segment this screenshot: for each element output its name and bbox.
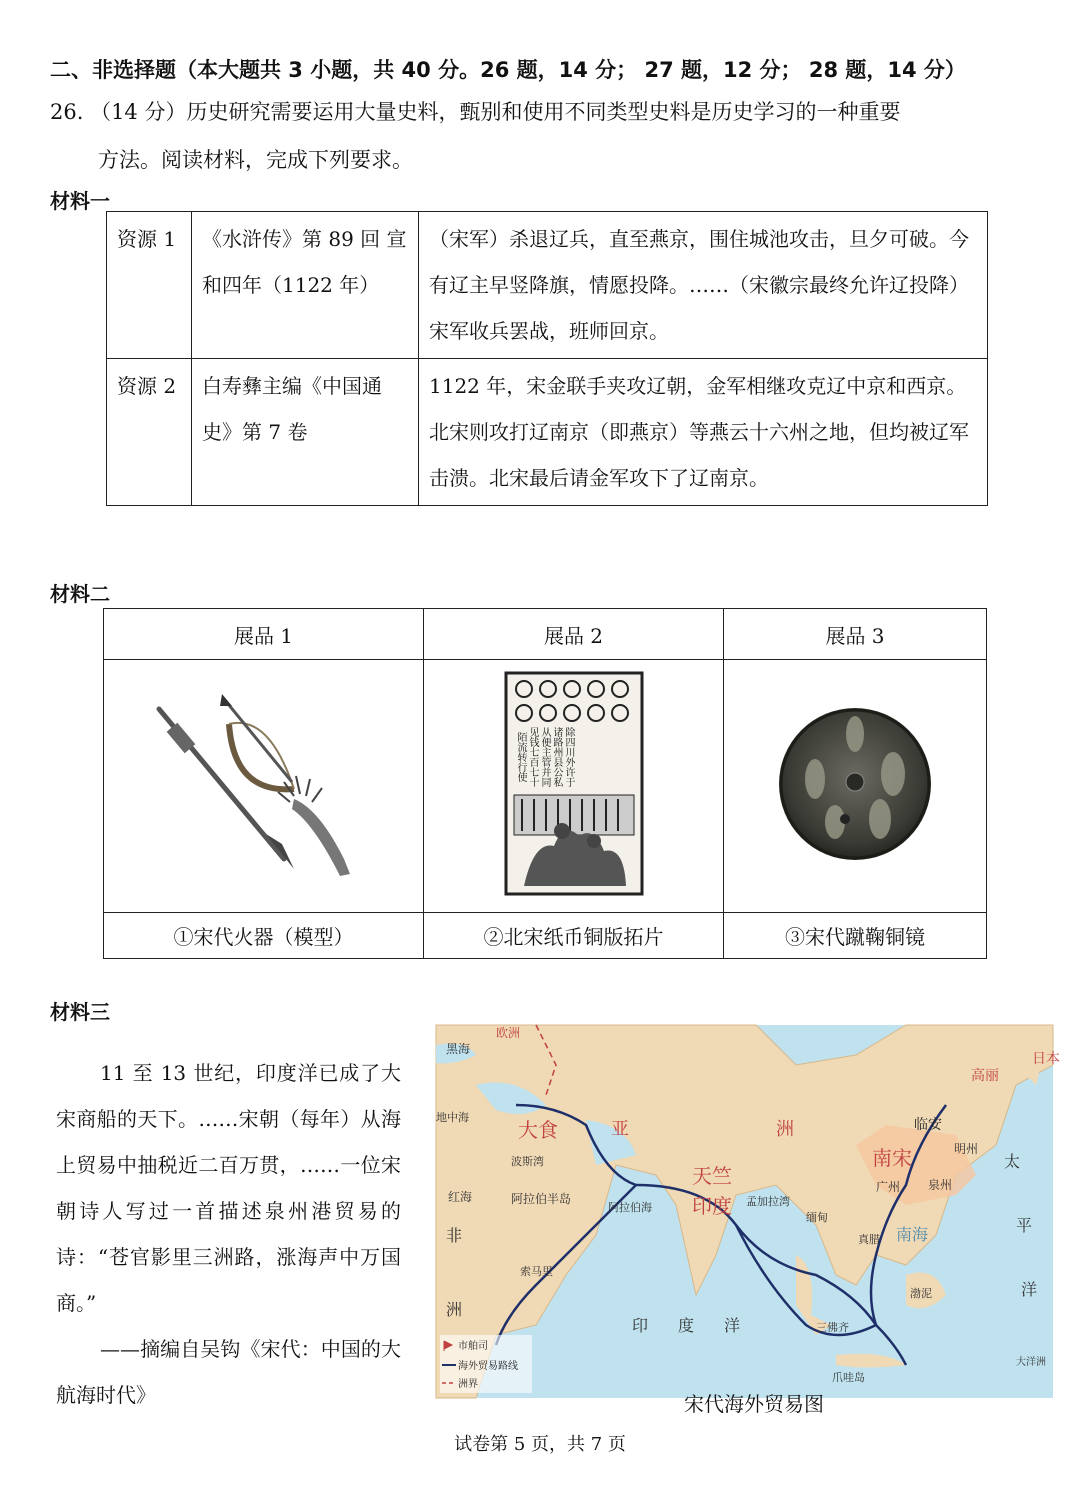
svg-text:大洋洲: 大洋洲 [1016, 1357, 1046, 1368]
svg-text:印度: 印度 [692, 1194, 732, 1218]
svg-text:亚: 亚 [611, 1119, 629, 1140]
svg-text:南宋: 南宋 [872, 1146, 912, 1170]
table-row [107, 359, 988, 506]
song-trade-map [436, 1025, 1060, 1398]
svg-text:临安: 临安 [914, 1117, 942, 1133]
svg-text:明州: 明州 [954, 1142, 979, 1156]
svg-text:高丽: 高丽 [971, 1068, 999, 1084]
svg-text:大食: 大食 [518, 1118, 558, 1142]
material2-title: 材料二 [50, 582, 110, 606]
svg-text:泉州: 泉州 [928, 1178, 953, 1192]
exhibit-image-cell-1 [104, 660, 424, 913]
material3-title: 材料三 [50, 1000, 110, 1024]
row-label: 资源 2 [107, 359, 192, 506]
svg-text:孟加拉湾: 孟加拉湾 [746, 1195, 790, 1208]
svg-text:阿拉伯海: 阿拉伯海 [608, 1201, 652, 1214]
svg-text:缅甸: 缅甸 [806, 1211, 828, 1224]
svg-text:波斯湾: 波斯湾 [511, 1155, 544, 1168]
map-legend [440, 1335, 532, 1393]
material1-title: 材料一 [50, 189, 110, 213]
svg-text:太: 太 [1004, 1152, 1021, 1171]
svg-text:欧洲: 欧洲 [496, 1026, 521, 1040]
exhibit-caption-3: ③宋代蹴鞠铜镜 [724, 913, 987, 959]
firearms-illustration [144, 684, 384, 884]
exhibit-image-cell-2 [424, 660, 724, 913]
row-label: 资源 1 [107, 212, 192, 359]
svg-text:海外贸易路线: 海外贸易路线 [458, 1361, 518, 1372]
svg-text:阿拉伯半岛: 阿拉伯半岛 [511, 1192, 572, 1206]
svg-text:爪哇岛: 爪哇岛 [832, 1371, 865, 1384]
exhibit-image-cell-3 [724, 660, 987, 913]
exhibit-caption-1: ①宋代火器（模型） [104, 913, 424, 959]
banknote-rubbing [504, 671, 644, 896]
map-caption: 宋代海外贸易图 [684, 1392, 824, 1416]
svg-text:真腊: 真腊 [858, 1233, 880, 1246]
svg-text:洲: 洲 [446, 1300, 463, 1319]
exhibit-header-3: 展品 3 [724, 609, 987, 660]
row-source: 白寿彝主编《中国通史》第 7 卷 [192, 359, 419, 506]
exhibit-caption-2: ②北宋纸币铜版拓片 [424, 913, 724, 959]
page-footer: 试卷第 5 页，共 7 页 [454, 1434, 626, 1455]
material3-text: 11 至 13 世纪，印度洋已成了大宋商船的天下。……宋朝（每年）从海上贸易中抽税近二百万贯，……一位宋朝诗人写过一首描述泉州港贸易的诗：“苍官影里三洲路，涨海声中万国商。” ——摘编自吴钩《宋代：中国的大航海时代》 [56, 1061, 401, 1407]
svg-text:洋: 洋 [1021, 1280, 1038, 1299]
svg-text:渤泥: 渤泥 [910, 1287, 932, 1300]
bronze-mirror [775, 704, 935, 864]
exhibit-header-2: 展品 2 [424, 609, 724, 660]
svg-text:索马里: 索马里 [520, 1265, 553, 1278]
question-line-1: 26. （14 分）历史研究需要运用大量史料，甄别和使用不同类型史料是历史学习的一种重要 [50, 100, 901, 124]
svg-text:印度洋: 印度洋 [632, 1316, 771, 1335]
svg-text:平: 平 [1016, 1216, 1033, 1235]
material3-attribution: ——摘编自吴钩《宋代：中国的大航海时代》 [56, 1337, 401, 1407]
exhibit-header-1: 展品 1 [104, 609, 424, 660]
material1-table [106, 211, 988, 506]
material2-table [103, 608, 987, 959]
svg-text:南海: 南海 [896, 1225, 929, 1244]
svg-text:地中海: 地中海 [436, 1111, 469, 1124]
svg-text:三佛齐: 三佛齐 [816, 1321, 849, 1334]
banknote-text: 除四川外许于诸路州县公私从便主管并同见钱七百七十陌流转行使 [514, 727, 574, 787]
row-content: （宋军）杀退辽兵，直至燕京，围住城池攻击，旦夕可破。今有辽主早竖降旗，情愿投降。……（宋徽宗最终允许辽投降）宋军收兵罢战，班师回京。 [419, 212, 988, 359]
svg-text:广州: 广州 [876, 1180, 901, 1194]
svg-text:天竺: 天竺 [692, 1164, 732, 1188]
section-header: 二、非选择题（本大题共 3 小题，共 40 分。26 题，14 分； 27 题，12 分； 28 题，14 分） [50, 58, 966, 82]
row-source: 《水浒传》第 89 回 宣和四年（1122 年） [192, 212, 419, 359]
svg-text:洲: 洲 [776, 1119, 794, 1140]
svg-text:日本: 日本 [1032, 1051, 1060, 1067]
svg-text:黑海: 黑海 [446, 1042, 471, 1056]
svg-text:非: 非 [446, 1226, 463, 1245]
row-content: 1122 年，宋金联手夹攻辽朝，金军相继攻克辽中京和西京。北宋则攻打辽南京（即燕京）等燕云十六州之地，但均被辽军击溃。北宋最后请金军攻下了辽南京。 [419, 359, 988, 506]
table-row [107, 212, 988, 359]
question-line-2: 方法。阅读材料，完成下列要求。 [98, 148, 413, 172]
svg-text:洲界: 洲界 [458, 1379, 478, 1390]
svg-text:市舶司: 市舶司 [458, 1341, 488, 1352]
svg-text:红海: 红海 [448, 1190, 473, 1204]
